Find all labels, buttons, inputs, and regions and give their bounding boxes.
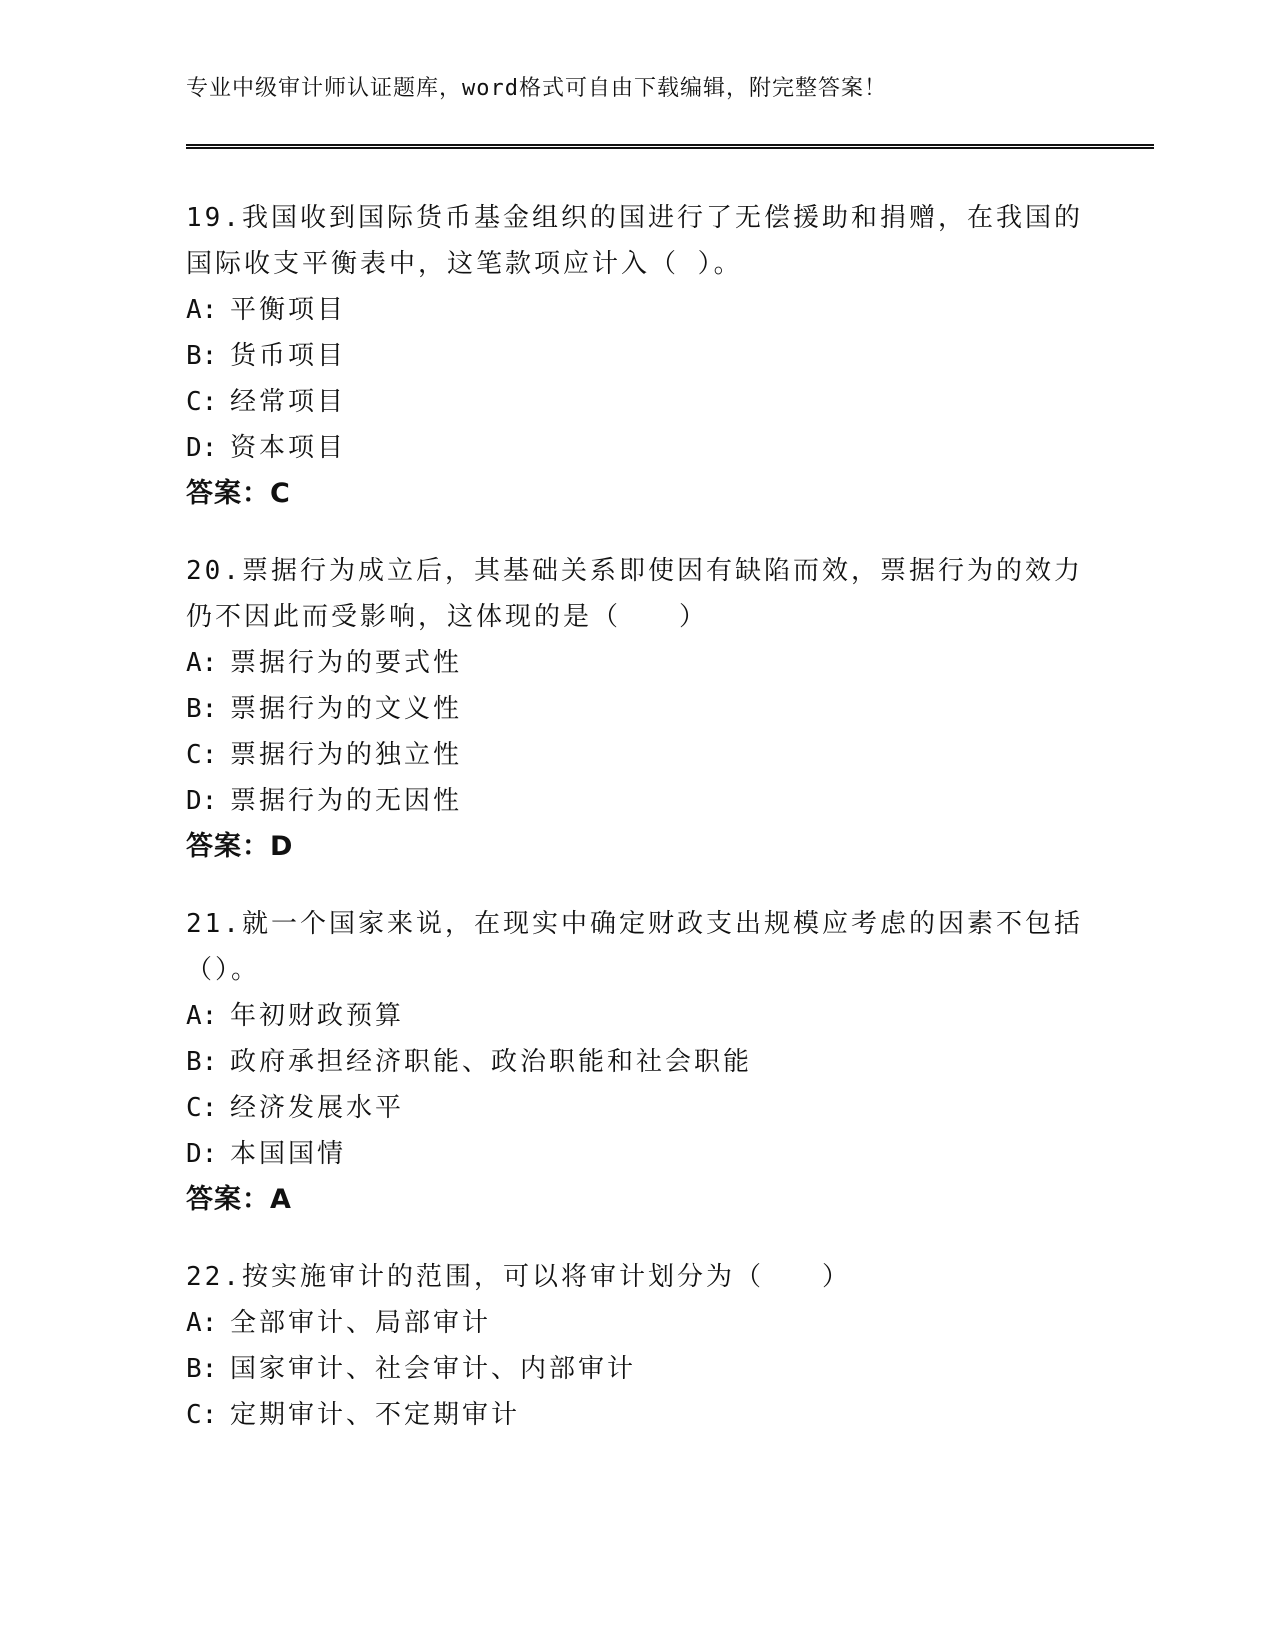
question-22 xyxy=(186,1254,1086,1438)
option-key: C: xyxy=(186,1093,218,1123)
answer-line: 答案：A xyxy=(186,1184,292,1215)
stem-line: 我国收到国际货币基金组织的国进行了无偿援助和捐赠，在我国的 xyxy=(241,203,1083,233)
option-key: C: xyxy=(186,387,218,417)
option-d xyxy=(186,778,1086,824)
option-text: 经常项目 xyxy=(230,387,347,417)
option-key: D: xyxy=(186,1139,218,1169)
option-text: 平衡项目 xyxy=(230,295,347,325)
option-c xyxy=(186,379,1086,425)
option-key: D: xyxy=(186,433,218,463)
question-stem xyxy=(186,901,1086,993)
stem-line: 仍不因此而受影响，这体现的是（ ） xyxy=(186,602,709,632)
option-a xyxy=(186,287,1086,333)
option-b xyxy=(186,686,1086,732)
stem-line: 票据行为成立后，其基础关系即使因有缺陷而效，票据行为的效力 xyxy=(241,556,1083,586)
option-text: 票据行为的要式性 xyxy=(230,648,463,678)
option-b xyxy=(186,333,1086,379)
option-key: B: xyxy=(186,1354,218,1384)
option-key: A: xyxy=(186,1308,218,1338)
option-text: 定期审计、不定期审计 xyxy=(230,1400,521,1430)
option-text: 政府承担经济职能、政治职能和社会职能 xyxy=(230,1047,753,1077)
question-number: 20. xyxy=(186,556,242,586)
option-key: A: xyxy=(186,295,218,325)
stem-line: 按实施审计的范围，可以将审计划分为（ ） xyxy=(241,1262,851,1292)
option-key: D: xyxy=(186,786,218,816)
stem-line: 就一个国家来说，在现实中确定财政支出规模应考虑的因素不包括 xyxy=(241,909,1083,939)
option-text: 国家审计、社会审计、内部审计 xyxy=(230,1354,637,1384)
option-text: 资本项目 xyxy=(230,433,347,463)
question-20 xyxy=(186,548,1086,870)
option-a xyxy=(186,640,1086,686)
option-key: A: xyxy=(186,1001,218,1031)
option-text: 本国国情 xyxy=(230,1139,347,1169)
question-21 xyxy=(186,901,1086,1223)
option-key: C: xyxy=(186,1400,218,1430)
option-c xyxy=(186,1085,1086,1131)
question-number: 19. xyxy=(186,203,242,233)
page-header: 专业中级审计师认证题库，word格式可自由下载编辑，附完整答案！ xyxy=(186,76,887,101)
option-a xyxy=(186,993,1086,1039)
option-key: B: xyxy=(186,341,218,371)
stem-line: 国际收支平衡表中，这笔款项应计入（ ）。 xyxy=(186,249,743,279)
option-a xyxy=(186,1300,1086,1346)
option-key: B: xyxy=(186,1047,218,1077)
option-b xyxy=(186,1346,1086,1392)
option-key: C: xyxy=(186,740,218,770)
question-stem xyxy=(186,195,1086,287)
option-text: 年初财政预算 xyxy=(230,1001,405,1031)
option-c xyxy=(186,1392,1086,1438)
question-stem xyxy=(186,1254,1086,1300)
question-19 xyxy=(186,195,1086,517)
stem-line: （）。 xyxy=(186,955,261,985)
answer-line: 答案：D xyxy=(186,831,294,862)
option-d xyxy=(186,425,1086,471)
header-divider xyxy=(186,144,1154,149)
option-text: 全部审计、局部审计 xyxy=(230,1308,492,1338)
option-text: 票据行为的独立性 xyxy=(230,740,463,770)
option-text: 货币项目 xyxy=(230,341,347,371)
option-key: A: xyxy=(186,648,218,678)
option-text: 经济发展水平 xyxy=(230,1093,405,1123)
question-number: 22. xyxy=(186,1262,242,1292)
option-b xyxy=(186,1039,1086,1085)
option-d xyxy=(186,1131,1086,1177)
answer-line: 答案：C xyxy=(186,478,291,509)
option-text: 票据行为的文义性 xyxy=(230,694,463,724)
option-c xyxy=(186,732,1086,778)
question-stem xyxy=(186,548,1086,640)
option-key: B: xyxy=(186,694,218,724)
question-number: 21. xyxy=(186,909,242,939)
option-text: 票据行为的无因性 xyxy=(230,786,463,816)
